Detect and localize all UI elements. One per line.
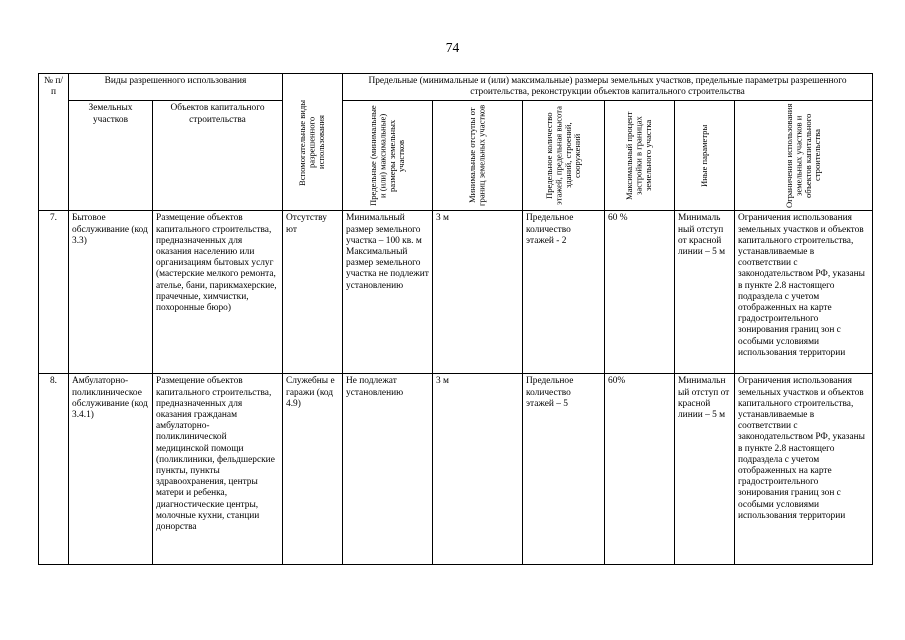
- header-restrict-cell: [735, 101, 873, 211]
- header-land: Земельных участков: [69, 101, 153, 211]
- row-restrict: Ограничения использования земельных участков и объектов капитального строительства, устанавливаемые в соответствии с законодательством РФ, указаны в пункте 2.8 настоящего подраздела с учетом отображенных на карте градостроительного зонирования границ зон с особыми условиями использования территории: [735, 374, 873, 565]
- header-aux: Вспомогательные виды разрешенного использования: [297, 99, 327, 186]
- header-row-2: [39, 101, 873, 211]
- row-num: 8.: [39, 374, 69, 565]
- table-row: [39, 374, 873, 565]
- header-num: № п/п: [39, 74, 69, 211]
- row-land-use: Бытовое обслуживание (код 3.3): [69, 211, 153, 374]
- row-other: Минималь ный отступ от красной линии – 5 м: [675, 211, 735, 374]
- header-setback: Минимальные отступы от границ земельных участков: [467, 105, 487, 207]
- header-restrict: Ограничения использования земельных участков и объектов капитального строительства: [783, 103, 822, 209]
- row-setback: 3 м: [433, 211, 523, 374]
- row-percent: 60%: [605, 374, 675, 565]
- row-objects: Размещение объектов капитального строительства, предназначенных для оказания гражданам амбулаторно-поликлинической медицинской помощи (поликлиники, фельдшерские пункты, пункты здравоохранения, центры матери и ребенка, диагностические центры, молочные кухни, станции донорства: [153, 374, 283, 565]
- header-setback-cell: [433, 101, 523, 211]
- row-aux: Служебны е гаражи (код 4.9): [283, 374, 343, 565]
- row-restrict: Ограничения использования земельных участков и объектов капитального строительства, устанавливаемые в соответствии с законодательством РФ, указаны в пункте 2.8 настоящего подраздела с учетом отображенных на карте градостроительного зонирования границ зон с особыми условиями использования территории: [735, 211, 873, 374]
- row-aux: Отсутству ют: [283, 211, 343, 374]
- row-num: 7.: [39, 211, 69, 374]
- header-percent: Максимальный процент застройки в границах земельного участка: [624, 111, 654, 201]
- header-percent-cell: [605, 101, 675, 211]
- header-other-cell: [675, 101, 735, 211]
- header-floors: Предельное количество этажей, предельная высота зданий, строений, сооружений: [543, 106, 582, 206]
- row-percent: 60 %: [605, 211, 675, 374]
- header-objects: Объектов капитального строительства: [153, 101, 283, 211]
- header-row-1: [39, 74, 873, 101]
- header-floors-cell: [523, 101, 605, 211]
- row-floors: Предельное количество этажей - 2: [523, 211, 605, 374]
- page-number: 74: [445, 40, 460, 55]
- header-params: Предельные (минимальные и (или) максимальные) размеры земельных участков, предельные параметры разрешенного строительства, реконструкции объектов капитального строительства: [343, 74, 873, 101]
- row-size: Не подлежат установлению: [343, 374, 433, 565]
- header-types: Виды разрешенного использования: [69, 74, 283, 101]
- row-floors: Предельное количество этажей – 5: [523, 374, 605, 565]
- header-aux-cell: [283, 74, 343, 211]
- row-size: Минимальный размер земельного участка – 100 кв. м Максимальный размер земельного участка не подлежит установлению: [343, 211, 433, 374]
- regulations-table: [38, 73, 873, 565]
- table-row: [39, 211, 873, 374]
- header-other: Иные параметры: [698, 124, 709, 188]
- header-size: Предельные (минимальные и (или) максимальные) размеры земельных участков: [367, 105, 406, 207]
- header-size-cell: [343, 101, 433, 211]
- row-objects: Размещение объектов капитального строительства, предназначенных для оказания населению или организациям бытовых услуг (мастерские мелкого ремонта, ателье, бани, парикмахерские, прачечные, химчистки, похоронные бюро): [153, 211, 283, 374]
- row-land-use: Амбулаторно-поликлиническое обслуживание (код 3.4.1): [69, 374, 153, 565]
- row-other: Минимальн ый отступ от красной линии – 5 м: [675, 374, 735, 565]
- row-setback: 3 м: [433, 374, 523, 565]
